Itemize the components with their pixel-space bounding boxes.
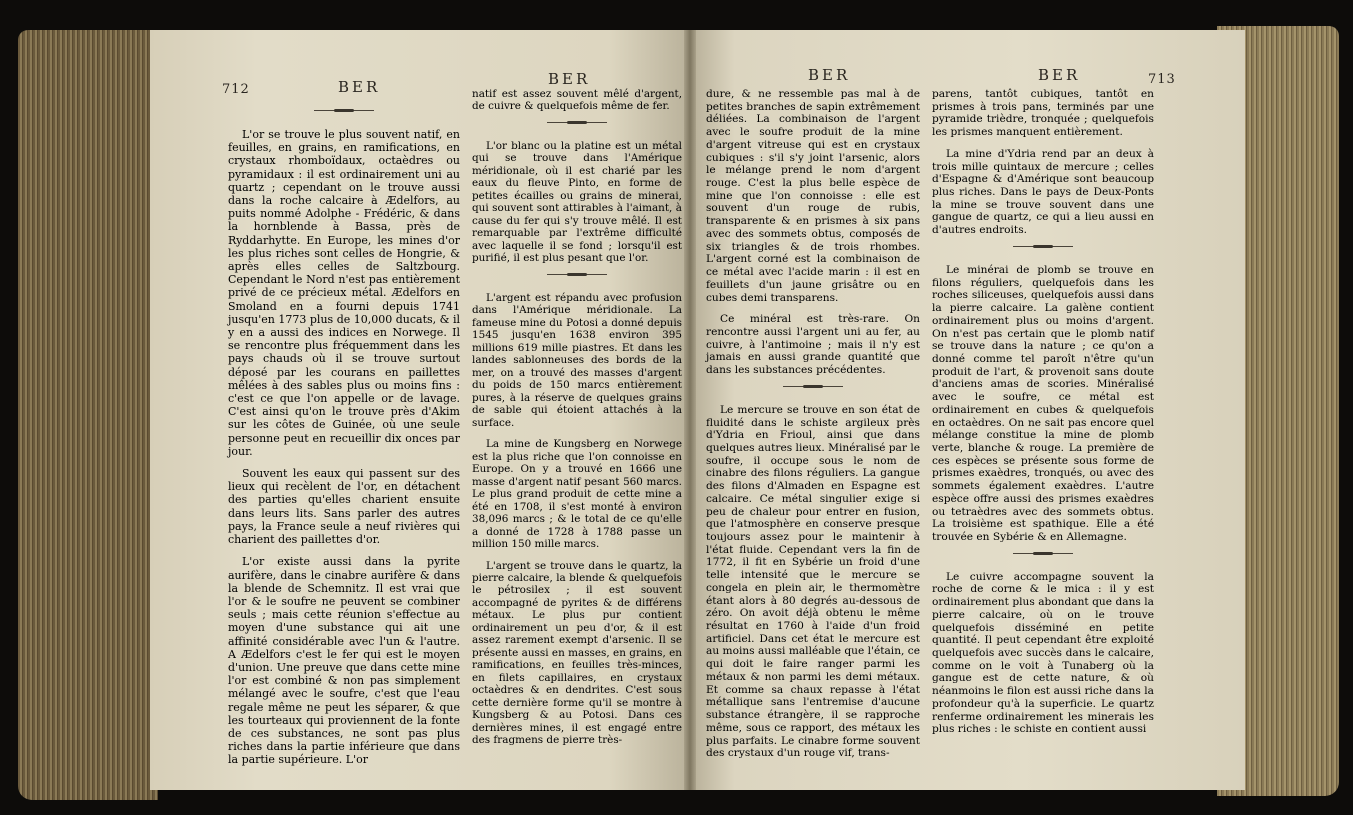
section-rule: [1013, 246, 1073, 255]
book-gutter: [684, 30, 696, 790]
paragraph: L'argent est répandu avec profusion dans l'Amérique méridionale. La fameuse mine du Potosi a donné depuis 1545 jusqu'en 1638 environ 395 millions 619 mille piastres. Et dans les landes sablonneuses des bords de la mer, on a trouvé des masses d'argent du poids de 150 marcs entièrement pures, à la réserve de quelques grains de sable qui étoient attachés à la surface.: [472, 291, 682, 429]
column-4: [932, 88, 1154, 745]
right-running-head-a: BER: [808, 66, 851, 84]
paragraph: Souvent les eaux qui passent sur des lieux qui recèlent de l'or, en détachent des parties qu'elles charient ensuite dans leurs lits. Sans parler des autres pays, la France seule a neuf rivières qui charient des paillettes d'or.: [228, 467, 460, 547]
section-rule: [547, 274, 607, 283]
paragraph: Le minérai de plomb se trouve en filons réguliers, quelquefois dans les roches siliceuses, quelquefois aussi dans la pierre calcaire. La galène contient ordinairement plus ou moins d'argent. On n'est pas certain que le plomb natif se trouve dans la nature ; ce qu'on a donné comme tel paroît n'être qu'un produit de l'art, & provenoit sans doute d'anciens amas de scories. Minéralisé avec le soufre, ce métal est ordinairement en cubes & quelquefois en octaèdres. On ne sait pas encore quel mélange constitue la mine de plomb verte, blanche & rouge. La première de ces espèces se présente sous forme de prismes exaèdres, tronqués, ou avec des sommets également exaèdres. L'autre espèce offre aussi des prismes exaèdres ou tetraèdres avec des sommets obtus. La troisième est spathique. Elle a été trouvée en Sybérie & en Allemagne.: [932, 263, 1154, 543]
paragraph: parens, tantôt cubiques, tantôt en prismes à trois pans, terminés par une pyramide trièdre, tronquée ; quelquefois les prismes manquent entièrement.: [932, 88, 1154, 139]
paragraph: dure, & ne ressemble pas mal à de petites branches de sapin extrêmement déliées. La combinaison de l'argent avec le soufre produit de la mine d'argent vitreuse qui est en crystaux cubiques : s'il s'y joint l'arsenic, alors le mélange prend le nom d'argent rouge. C'est la plus belle espèce de mine que l'on connoisse : elle est souvent d'un rouge de rubis, transparente & en prismes à six pans avec des sommets obtus, composés de six triangles & de trois rhombes. L'argent corné est la combinaison de ce métal avec l'acide marin : il est en feuillets d'un jaune grisâtre ou en cubes demi transparens.: [706, 88, 920, 304]
right-running-head-b: BER: [1038, 66, 1081, 84]
left-running-head-b: BER: [548, 70, 591, 88]
section-rule: [314, 110, 374, 119]
paragraph: L'or existe aussi dans la pyrite aurifère, dans le cinabre aurifère & dans la blende de Schemnitz. Il est vrai que l'or & le soufre ne peuvent se combiner seuls ; mais cette réunion s'effectue au moyen d'une substance qui ait une affinité considérable avec l'un & l'autre. A Ædelfors c'est le fer qui est le moyen d'union. Une preuve que dans cette mine l'or est combiné & non pas simplement mélangé avec le soufre, c'est que l'eau regale même ne peut les séparer, & que les tourteaux qui proviennent de la fonte de ces substances, ne sont pas plus riches dans la partie inférieure que dans la partie supérieure. L'or: [228, 555, 460, 767]
column-3: [706, 88, 920, 769]
left-running-head-a: BER: [338, 78, 381, 96]
paragraph: natif est assez souvent mêlé d'argent, de cuivre & quelquefois même de fer.: [472, 88, 682, 113]
column-1: [228, 104, 460, 776]
paragraph: Le mercure se trouve en son état de fluidité dans le schiste argileux près d'Ydria en Frioul, ainsi que dans quelques autres lieux. Minéralisé par le soufre, il occupe sous le nom de cinabre des filons réguliers. La gangue des filons d'Almaden en Espagne est calcaire. Ce métal singulier exige si peu de chaleur pour entrer en fusion, que l'atmosphère en conserve presque toujours assez pour le maintenir à l'état fluide. Cependant vers la fin de 1772, il fit en Sybérie un froid d'une telle intensité que le mercure se congela en plein air, le thermomètre étant alors à 80 degrés au-dessous de zéro. On avoit déjà obtenu le même résultat en 1760 à l'aide d'un froid artificiel. Dans cet état le mercure est au moins aussi malléable que l'étain, ce qui doit le faire ranger parmi les métaux & non parmi les demi métaux. Et comme sa chaux repasse à l'état métallique sans l'entremise d'aucune substance étrangère, il se rapproche même, sous ce rapport, des métaux les plus parfaits. Le cinabre forme souvent des crystaux d'un rouge vif, trans-: [706, 403, 920, 760]
paragraph: La mine d'Ydria rend par an deux à trois mille quintaux de mercure ; celles d'Espagne & d'Amérique sont beaucoup plus riches. Dans le pays de Deux-Ponts la mine se trouve souvent dans une gangue de quartz, ce qui a lieu aussi en d'autres endroits.: [932, 147, 1154, 237]
left-page-edges: [18, 30, 158, 800]
paragraph: La mine de Kungsberg en Norwege est la plus riche que l'on connoisse en Europe. On y a trouvé en 1666 une masse d'argent natif pesant 560 marcs. Le plus grand produit de cette mine a été en 1708, il s'est monté à environ 38,096 marcs ; & le total de ce qu'elle a donné de 1728 à 1788 passe un million 150 mille marcs.: [472, 438, 682, 551]
section-rule: [1013, 553, 1073, 562]
right-page-number: 713: [1148, 72, 1176, 87]
paragraph: L'or se trouve le plus souvent natif, en feuilles, en grains, en ramifications, en crystaux rhomboïdaux, octaèdres ou pyramidaux : il est ordinairement uni au quartz ; cependant on le trouve aussi dans la roche calcaire à Ædelfors, au puits nommé Adolphe - Frédéric, & dans la hornblende à Bassa, près de Ryddarhytte. En Europe, les mines d'or les plus riches sont celles de Hongrie, & après elles celles de Saltzbourg. Cependant le Nord n'est pas entièrement privé de ce précieux métal. Ædelfors en Smoland en a fourni depuis 1741 jusqu'en 1773 plus de 10,000 ducats, & il y en a aussi des indices en Norwege. Il se rencontre plus fréquemment dans les pays chauds où il se trouve surtout déposé par les courans en paillettes mêlées à des sables plus ou moins fins : c'est ce que l'on appelle or de lavage. C'est ainsi qu'on le trouve près d'Akim sur les côtes de Guinée, où une seule personne peut en recueillir dix onces par jour.: [228, 128, 460, 458]
paragraph: L'argent se trouve dans le quartz, la pierre calcaire, la blende & quelquefois le pétrosilex ; il est souvent accompagné de pyrites & de différens métaux. Le plus pur contient ordinairement un peu d'or, & il est assez rarement exempt d'arsenic. Il se présente aussi en masses, en grains, en ramifications, en feuilles très-minces, en filets capillaires, en crystaux octaèdres & en dendrites. C'est sous cette dernière forme qu'il se montre à Kungsberg & au Potosi. Dans ces dernières mines, il est engagé entre des fragmens de pierre très-: [472, 559, 682, 747]
column-2: [472, 88, 682, 756]
left-page-number: 712: [222, 82, 250, 97]
paragraph: L'or blanc ou la platine est un métal qui se trouve dans l'Amérique méridionale, où il est charié par les eaux du fleuve Pinto, en forme de petites écailles ou grains de minerai, qui souvent sont attirables à l'aimant, à cause du fer qui s'y trouve mêlé. Il est remarquable par l'extrême difficulté avec laquelle il se fond ; lorsqu'il est purifié, il est plus pesant que l'or.: [472, 139, 682, 265]
section-rule: [547, 122, 607, 131]
section-rule: [783, 386, 843, 395]
paragraph: Le cuivre accompagne souvent la roche de corne & le mica : il y est ordinairement plus abondant que dans la pierre calcaire, où on le trouve quelquefois disséminé en petite quantité. Il peut cependant être exploité quelquefois avec succès dans le calcaire, comme on le voit à Tunaberg où la gangue est de cette nature, & où néanmoins le filon est aussi riche dans la profondeur qu'à la superficie. Le quartz renferme ordinairement les minerais les plus riches : le schiste en contient aussi: [932, 570, 1154, 736]
paragraph: Ce minéral est très-rare. On rencontre aussi l'argent uni au fer, au cuivre, à l'antimoine ; mais il n'y est jamais en aussi grande quantité que dans les substances précédentes.: [706, 313, 920, 377]
